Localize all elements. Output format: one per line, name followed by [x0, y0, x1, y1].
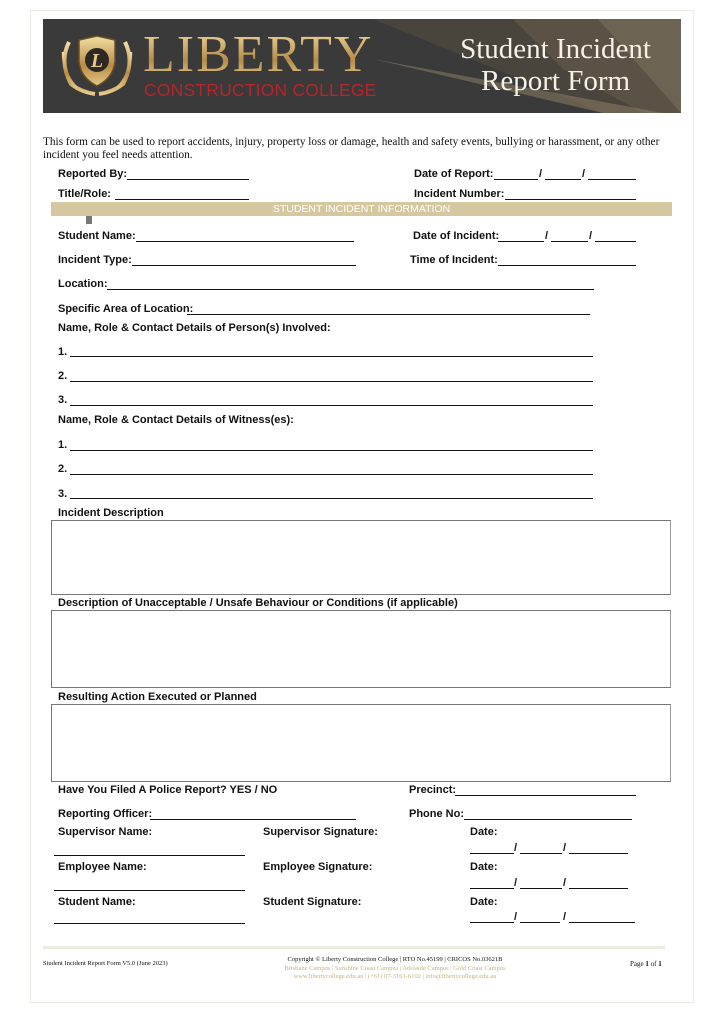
- date-separator: /: [514, 911, 518, 923]
- date-of-report-year-field[interactable]: [588, 179, 636, 180]
- resulting-action-textarea[interactable]: [51, 704, 671, 782]
- footer-page-number: [630, 960, 662, 968]
- student-date-month-field[interactable]: [520, 922, 560, 923]
- time-of-incident-field[interactable]: [498, 265, 636, 266]
- student-name-label: Student Name:: [58, 230, 136, 242]
- date-of-report-day-field[interactable]: [494, 179, 538, 180]
- incident-type-label: Incident Type:: [58, 254, 132, 266]
- title-role-label: Title/Role:: [58, 188, 111, 200]
- footer-divider: [43, 946, 665, 949]
- footer-contact-line: www.libertycollege.edu.au | (+61) 07-3161-6102 | info@libertycollege.edu.au: [293, 973, 497, 980]
- title-role-field[interactable]: [115, 199, 249, 200]
- reporting-officer-label: Reporting Officer:: [58, 808, 153, 820]
- person-involved-field-2[interactable]: [70, 381, 593, 382]
- incident-description-label: Incident Description: [58, 507, 164, 519]
- witness-number: 3.: [58, 488, 68, 500]
- date-separator: /: [563, 842, 567, 854]
- reported-by-field[interactable]: [127, 179, 249, 180]
- persons-involved-heading: Name, Role & Contact Details of Person(s) Involved:: [58, 322, 331, 334]
- student-date-day-field[interactable]: [470, 922, 514, 923]
- footer-form-version: Student Incident Report Form V5.0 (June 2023): [43, 960, 168, 967]
- precinct-label: Precinct:: [409, 784, 457, 796]
- unsafe-behaviour-textarea[interactable]: [51, 610, 671, 688]
- person-involved-field-3[interactable]: [70, 405, 593, 406]
- page-total: 1: [658, 960, 662, 968]
- reporting-officer-field[interactable]: [150, 819, 356, 820]
- supervisor-date-label: Date:: [470, 826, 498, 838]
- police-report-question: Have You Filed A Police Report? YES / NO: [58, 784, 278, 796]
- witness-number: 2.: [58, 463, 68, 475]
- logo-subtitle: CONSTRUCTION COLLEGE: [144, 80, 377, 100]
- incident-number-label: Incident Number:: [414, 188, 505, 200]
- student-sign-name-label: Student Name:: [58, 896, 136, 908]
- resulting-action-label: Resulting Action Executed or Planned: [58, 691, 257, 703]
- witnesses-heading: Name, Role & Contact Details of Witness(es):: [58, 414, 294, 426]
- supervisor-name-field[interactable]: [54, 855, 245, 856]
- incident-description-textarea[interactable]: [51, 520, 671, 595]
- employee-date-year-field[interactable]: [569, 888, 628, 889]
- date-separator: /: [582, 168, 586, 180]
- date-separator: /: [514, 877, 518, 889]
- student-date-year-field[interactable]: [569, 922, 635, 923]
- student-sign-name-field[interactable]: [54, 923, 245, 924]
- form-title: [460, 33, 651, 97]
- incident-type-field[interactable]: [132, 265, 356, 266]
- phone-no-field[interactable]: [464, 819, 632, 820]
- specific-area-label: Specific Area of Location:: [58, 303, 194, 315]
- cursor-marker: [86, 216, 92, 224]
- date-separator: /: [539, 168, 543, 180]
- student-signature-label: Student Signature:: [263, 896, 362, 908]
- witness-field-2[interactable]: [70, 474, 593, 475]
- date-of-incident-year-field[interactable]: [595, 241, 636, 242]
- unsafe-behaviour-label: Description of Unacceptable / Unsafe Behaviour or Conditions (if applicable): [58, 597, 458, 609]
- form-title-line1: Student Incident: [460, 33, 651, 65]
- reported-by-label: Reported By:: [58, 168, 128, 180]
- location-label: Location:: [58, 278, 108, 290]
- date-of-report-label: Date of Report:: [414, 168, 494, 180]
- witness-field-1[interactable]: [70, 450, 593, 451]
- employee-signature-label: Employee Signature:: [263, 861, 373, 873]
- page-prefix: Page: [630, 960, 644, 968]
- date-separator: /: [589, 230, 593, 242]
- footer-campuses-line: Brisbane Campus | Sunshine Coast Campus | Adelaide Campus | Gold Coast Campus: [284, 964, 506, 972]
- student-name-field[interactable]: [136, 241, 354, 242]
- precinct-field[interactable]: [455, 795, 636, 796]
- date-separator: /: [563, 877, 567, 889]
- form-title-line2: Report Form: [481, 65, 631, 97]
- person-involved-number: 1.: [58, 346, 68, 358]
- svg-text:L: L: [90, 50, 104, 72]
- page-of: of: [650, 960, 657, 968]
- person-involved-field-1[interactable]: [70, 356, 593, 357]
- witness-field-3[interactable]: [70, 498, 593, 499]
- time-of-incident-label: Time of Incident:: [410, 254, 498, 266]
- employee-name-label: Employee Name:: [58, 861, 147, 873]
- employee-date-day-field[interactable]: [470, 888, 514, 889]
- employee-date-label: Date:: [470, 861, 498, 873]
- footer-copyright-line: Copyright © Liberty Construction College | RTO No.45199 | CRICOS No.03621B: [287, 956, 503, 963]
- logo-wordmark: LIBERTY: [143, 26, 374, 83]
- phone-no-label: Phone No:: [409, 808, 464, 820]
- supervisor-date-day-field[interactable]: [470, 853, 514, 854]
- supervisor-signature-label: Supervisor Signature:: [263, 826, 378, 838]
- shield-emblem-icon: [57, 32, 137, 98]
- footer-copyright: [230, 956, 560, 982]
- incident-number-field[interactable]: [505, 199, 636, 200]
- supervisor-name-label: Supervisor Name:: [58, 826, 153, 838]
- date-separator: /: [545, 230, 549, 242]
- date-separator: /: [563, 911, 567, 923]
- section-header-student-incident: STUDENT INCIDENT INFORMATION: [51, 202, 672, 216]
- person-involved-number: 2.: [58, 370, 68, 382]
- date-of-incident-month-field[interactable]: [551, 241, 588, 242]
- location-field[interactable]: [107, 289, 594, 290]
- employee-date-month-field[interactable]: [520, 888, 562, 889]
- intro-text: This form can be used to report accidents, injury, property loss or damage, health and safety events, bullying or harassment, or any other incident you feel needs attention.: [43, 136, 660, 161]
- date-separator: /: [514, 842, 518, 854]
- witness-number: 1.: [58, 439, 68, 451]
- student-date-label: Date:: [470, 896, 498, 908]
- page-current: 1: [645, 960, 649, 968]
- header-banner: [43, 19, 681, 113]
- supervisor-date-month-field[interactable]: [520, 853, 562, 854]
- supervisor-date-year-field[interactable]: [569, 853, 628, 854]
- specific-area-field[interactable]: [187, 314, 590, 315]
- employee-name-field[interactable]: [54, 890, 245, 891]
- date-of-incident-label: Date of Incident:: [413, 230, 500, 242]
- date-of-incident-day-field[interactable]: [498, 241, 544, 242]
- person-involved-number: 3.: [58, 394, 68, 406]
- date-of-report-month-field[interactable]: [545, 179, 581, 180]
